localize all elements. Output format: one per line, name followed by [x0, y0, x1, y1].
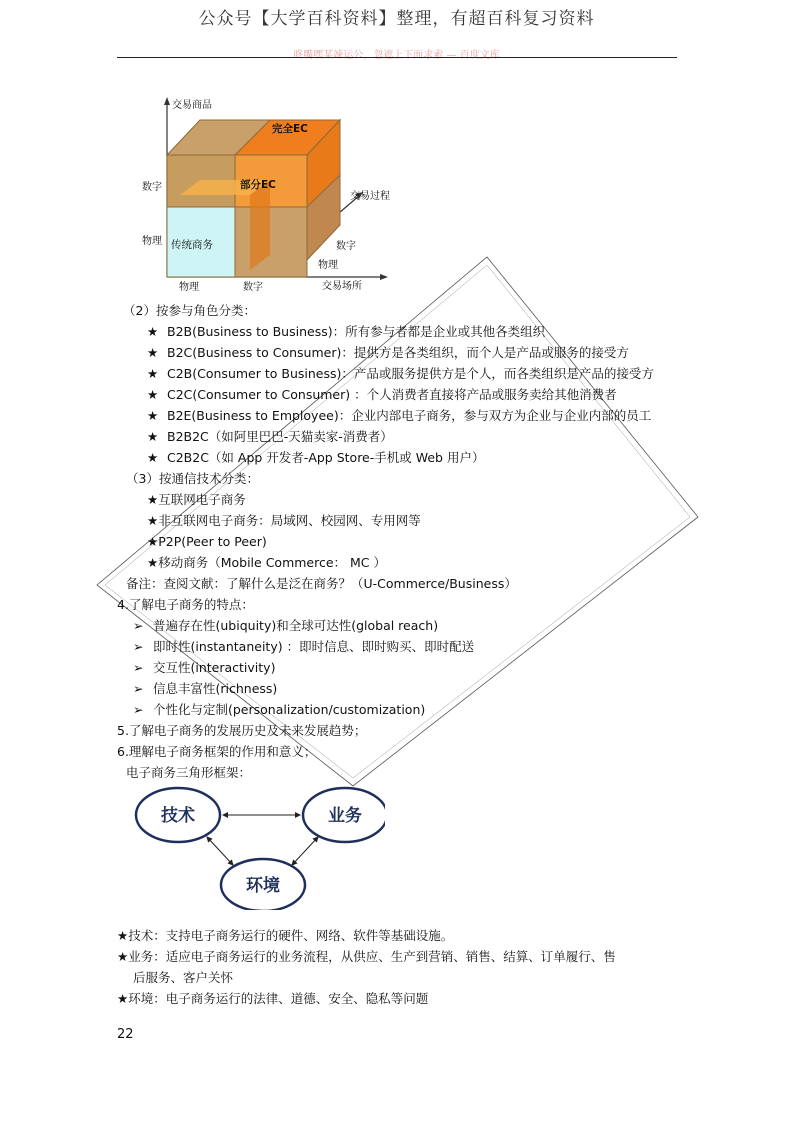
point4-item-text: 交互性(interactivity)	[153, 660, 276, 675]
traditional-commerce-label: 传统商务	[171, 239, 213, 251]
definition-environment	[117, 989, 428, 1009]
arrow-bullet-icon: ➢	[133, 681, 144, 696]
physical-bottom-label: 物理	[179, 282, 199, 293]
section3-item-text: 互联网电子商务	[158, 492, 246, 507]
partial-ec-label: 部分EC	[240, 179, 276, 191]
y-axis-arrow	[164, 97, 170, 105]
section2-item-7	[147, 448, 484, 468]
star-icon: ★	[117, 991, 129, 1006]
triangle-caption: 电子商务三角形框架：	[126, 765, 252, 780]
arrow-bullet-icon: ➢	[133, 639, 144, 654]
full-ec-label: 完全EC	[272, 123, 308, 135]
section2-item-text: B2C(Business to Consumer)：提供方是各类组织，而个人是产品或服务的接受方	[167, 345, 629, 360]
business-environment-arrow	[292, 837, 318, 865]
point4-item-3	[133, 658, 275, 678]
star-icon: ★	[147, 429, 159, 444]
point6-text: 6.理解电子商务框架的作用和意义；	[117, 744, 317, 759]
digital-left-label: 数字	[142, 182, 162, 193]
star-icon: ★	[147, 345, 159, 360]
definition-text: 环境：电子商务运行的法律、道德、安全、隐私等问题	[128, 991, 429, 1006]
section3-item-4	[147, 553, 386, 573]
ec-cube-diagram	[130, 95, 410, 295]
section2-item-text: C2B(Consumer to Business)：产品或服务提供方是个人，而各类组织是产品的接受方	[167, 366, 654, 381]
definition-business	[117, 947, 616, 967]
cube-inner-side	[250, 180, 270, 270]
tech-label: 技术	[161, 806, 195, 826]
axis-place-label: 交易场所	[322, 281, 362, 292]
section3-item-text: 移动商务（Mobile Commerce： MC ）	[158, 555, 387, 570]
arrow-bullet-icon: ➢	[133, 702, 144, 717]
star-icon: ★	[117, 949, 129, 964]
front-physical-digital-block	[235, 207, 307, 277]
point4-item-1	[133, 616, 438, 636]
section2-item-text: C2C(Consumer to Consumer) ：个人消费者直接将产品或服务卖给其他消费者	[167, 387, 617, 402]
point4-item-2	[133, 637, 474, 657]
star-icon: ★	[147, 513, 159, 528]
point4-item-4	[133, 679, 277, 699]
star-icon: ★	[147, 492, 159, 507]
header-rule	[117, 57, 677, 58]
section2-item-6	[147, 427, 393, 447]
axis-process-label: 交易过程	[350, 191, 390, 202]
definition-tech	[117, 926, 453, 946]
section3-item-2	[147, 511, 421, 531]
physical-right-label: 物理	[318, 260, 338, 271]
section2-item-1	[147, 322, 545, 342]
star-icon: ★	[117, 928, 129, 943]
x-axis-arrow	[380, 274, 388, 280]
page-number: 22	[117, 1027, 134, 1042]
physical-left-label: 物理	[142, 236, 162, 247]
axis-goods-label: 交易商品	[172, 100, 212, 111]
point4-item-text: 个性化与定制(personalization/customization)	[153, 702, 426, 717]
point4-item-text: 即时性(instantaneity) ：即时信息、即时购买、即时配送	[153, 639, 475, 654]
section2-item-text: B2B2C（如阿里巴巴-天猫卖家-消费者）	[167, 429, 393, 444]
arrow-bullet-icon: ➢	[133, 660, 144, 675]
section2-item-4	[147, 385, 617, 405]
point5-text: 5.了解电子商务的发展历史及未来发展趋势；	[117, 723, 367, 738]
watermark-text: 咚嘴嘿某竦运公，忽遮上下面求索 — 百度文库	[293, 50, 500, 61]
section3-item-3	[147, 532, 267, 552]
definition-text: 技术：支持电子商务运行的硬件、网络、软件等基础设施。	[128, 928, 454, 943]
digital-right-label: 数字	[336, 241, 356, 252]
point4-item-text: 信息丰富性(richness)	[153, 681, 278, 696]
section3-heading: （3）按通信技术分类：	[126, 471, 259, 486]
business-label: 业务	[328, 806, 362, 826]
star-icon: ★	[147, 387, 159, 402]
environment-label: 环境	[246, 876, 280, 896]
section2-item-text: B2B(Business to Business)：所有参与者都是企业或其他各类组织	[167, 324, 546, 339]
star-icon: ★	[147, 555, 159, 570]
section2-item-2	[147, 343, 629, 363]
star-icon: ★	[147, 534, 159, 549]
definition-text: 业务：适应电子商务运行的业务流程，从供应、生产到营销、销售、结算、订单履行、售	[128, 949, 616, 964]
point4-item-5	[133, 700, 425, 720]
digital-bottom-label: 数字	[243, 282, 263, 293]
section3-item-text: 非互联网电子商务：局域网、校园网、专用网等	[158, 513, 421, 528]
section2-item-3	[147, 364, 654, 384]
point4-item-text: 普遍存在性(ubiquity)和全球可达性(global reach)	[153, 618, 439, 633]
star-icon: ★	[147, 408, 159, 423]
section2-heading: （2）按参与角色分类：	[123, 303, 256, 318]
star-icon: ★	[147, 450, 159, 465]
star-icon: ★	[147, 324, 159, 339]
page-header-title: 公众号【大学百科资料】整理，有超百科复习资料	[198, 9, 595, 29]
section2-item-5	[147, 406, 651, 426]
ec-triangle-framework	[125, 775, 385, 910]
section3-item-1	[147, 490, 246, 510]
arrow-bullet-icon: ➢	[133, 618, 144, 633]
point4-heading: 4.了解电子商务的特点：	[117, 597, 254, 612]
definition-business-cont: 后服务、客户关怀	[133, 970, 234, 985]
tech-environment-arrow	[207, 837, 233, 865]
star-icon: ★	[147, 366, 159, 381]
section2-item-text: C2B2C（如 App 开发者-App Store-手机或 Web 用户）	[167, 450, 485, 465]
section2-item-text: B2E(Business to Employee)：企业内部电子商务，参与双方为企业与企业内部的员工	[167, 408, 652, 423]
note-text: 备注：查阅文献：了解什么是泛在商务？（U-Commerce/Business）	[126, 576, 517, 591]
section3-item-text: P2P(Peer to Peer)	[158, 534, 267, 549]
